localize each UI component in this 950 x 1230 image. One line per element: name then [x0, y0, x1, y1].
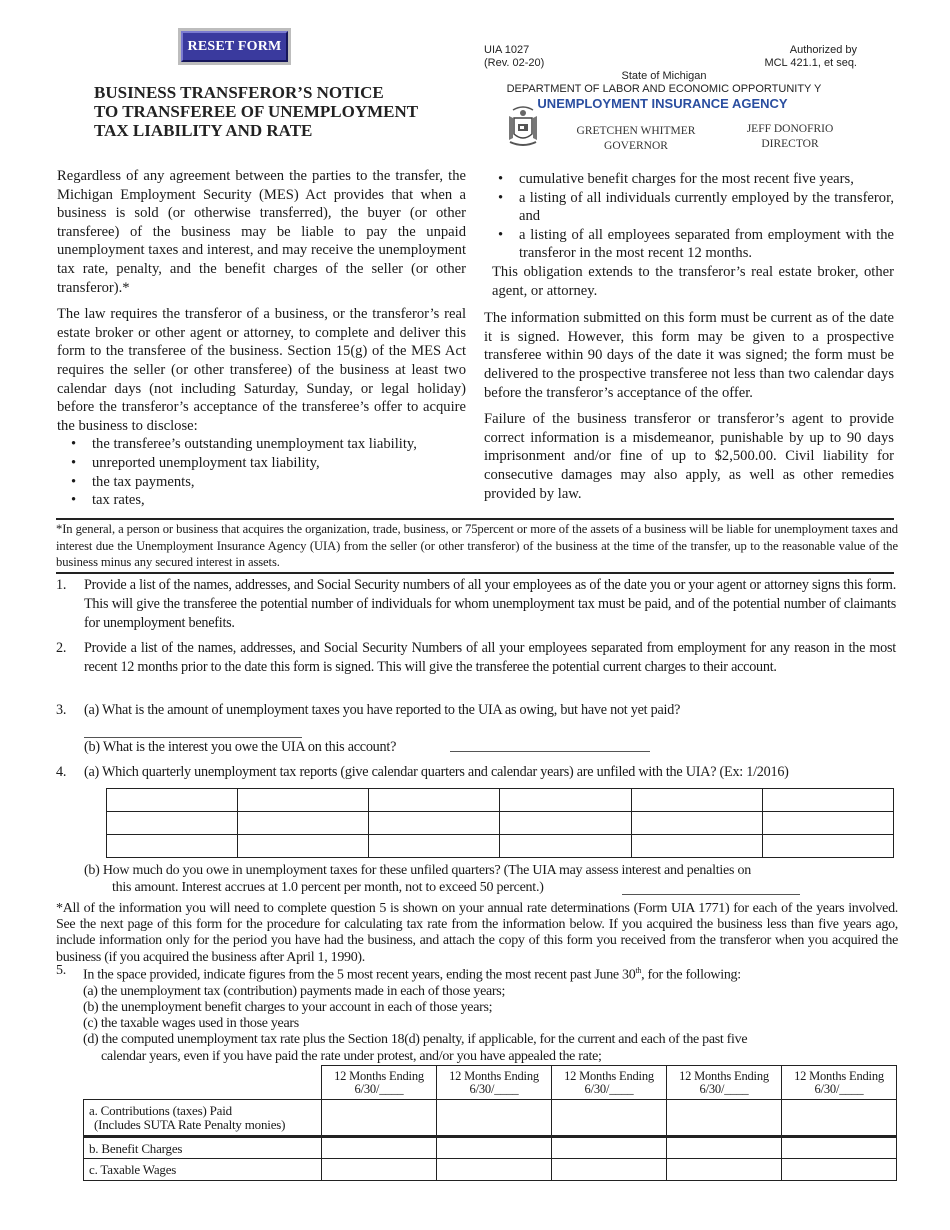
intro-paragraph-3: The information submitted on this form must be current as of the date it is signed. However, this form may be given to a prospective transferee within 90 days of the date it was signed; the form must be delivered to the prospective transferee not less than two calendar days before the transferor’s acceptance of the offer.: [484, 310, 894, 401]
state-name: State of Michigan: [621, 70, 707, 82]
list-item: • tax rates,: [71, 491, 466, 510]
disclosure-list-continued: [498, 170, 894, 263]
table-row: [107, 835, 894, 858]
contributions-cell[interactable]: [437, 1100, 552, 1137]
disclosure-list: [71, 435, 466, 509]
unpaid-taxes-input[interactable]: [84, 722, 302, 738]
column-header: 12 Months Ending 6/30/____: [322, 1066, 437, 1100]
question-5-note: *All of the information you will need to complete question 5 is shown on your annual rate determinations (Form UIA 1771) for each of the years involved. See the next page of this form for the procedure for calculating tax rate from the information below. If you acquired the business less than five years ago, include information only for the period you have had the business, and attach the copy of this form you received from the transferor when you acquired the business (if you acquired the business after April 1, 1990).: [56, 901, 898, 965]
list-item: • unreported unemployment tax liability,: [71, 454, 466, 473]
taxable-wages-cell[interactable]: [782, 1159, 897, 1181]
taxable-wages-cell[interactable]: [322, 1159, 437, 1181]
question-number: 2.: [56, 640, 67, 656]
intro-paragraph-2: The law requires the transferor of a business, or the transferor’s real estate broker or other agent or attorney, to complete and deliver this form to the transferee of the business. Section 15(g) of the MES Act requires the seller (or other transferee) of the business at least two calendar days (not including Saturday, Sunday, or legal holiday) before the transferor’s acceptance of the transferee’s offer to acquire the business to disclose:: [57, 306, 466, 434]
quarter-cell[interactable]: [762, 789, 893, 812]
question-5-intro: In the space provided, indicate figures from the 5 most recent years, ending the most recent past June 30: [83, 967, 636, 983]
quarter-cell[interactable]: [500, 812, 631, 835]
question-4b-text: (b) How much do you owe in unemployment taxes for these unfiled quarters? (The UIA may assess interest and penalties on: [84, 863, 751, 878]
row-header: c. Taxable Wages: [84, 1159, 322, 1181]
quarter-cell[interactable]: [369, 812, 500, 835]
list-item: • a listing of all individuals currently employed by the transferor, and: [498, 189, 894, 226]
title-line: TO TRANSFEREE OF UNEMPLOYMENT: [94, 102, 419, 121]
governor-name: GRETCHEN WHITMER: [576, 125, 696, 137]
question-3a-text: (a) What is the amount of unemployment taxes you have reported to the UIA as owing, but have not yet paid?: [84, 702, 681, 718]
michigan-seal-icon: [505, 104, 541, 148]
column-header: 12 Months Ending 6/30/____: [552, 1066, 667, 1100]
question-3b-text: (b) What is the interest you owe the UIA on this account?: [84, 739, 397, 755]
quarter-cell[interactable]: [631, 835, 762, 858]
question-1: [56, 576, 896, 632]
quarter-cell[interactable]: [107, 789, 238, 812]
governor-block: [566, 124, 706, 154]
question-3: [56, 701, 896, 720]
question-text: Provide a list of the names, addresses, and Social Security Numbers of all your employees separated from employment for any reason in the most recent 12 months prior to the date this form is signed. This will give the transferee the potential current charges to their account.: [84, 640, 896, 675]
director-name: JEFF DONOFRIO: [746, 123, 834, 135]
benefit-charges-cell[interactable]: [667, 1137, 782, 1159]
quarter-cell[interactable]: [238, 835, 369, 858]
reset-form-button[interactable]: [178, 28, 291, 65]
page-title: [94, 83, 474, 140]
quarter-cell[interactable]: [369, 789, 500, 812]
benefit-charges-cell[interactable]: [437, 1137, 552, 1159]
question-number: 5.: [56, 963, 66, 978]
table-header-row: [84, 1066, 897, 1100]
quarter-cell[interactable]: [369, 835, 500, 858]
question-2: [56, 639, 896, 677]
rate-history-table: [83, 1065, 897, 1181]
divider: [56, 518, 894, 520]
quarter-cell[interactable]: [238, 789, 369, 812]
table-row: [107, 789, 894, 812]
contributions-cell[interactable]: [552, 1100, 667, 1137]
governor-title: GOVERNOR: [604, 140, 668, 152]
contributions-cell[interactable]: [782, 1100, 897, 1137]
authorized-by: Authorized by: [789, 44, 857, 56]
question-text: Provide a list of the names, addresses, and Social Security numbers of all your employees as of the date you or your agent or attorney signs this form. This will give the transferee the potential number of individuals for whom unemployment tax must be paid, and of the potential number of claimants for unemployment benefits.: [84, 577, 896, 631]
intro-left-column: [57, 167, 466, 510]
question-5-items: [83, 984, 898, 1065]
quarter-cell[interactable]: [500, 835, 631, 858]
table-row: [107, 812, 894, 835]
list-item: (c) the taxable wages used in those years: [83, 1016, 299, 1032]
agency-name: UNEMPLOYMENT INSURANCE AGENCY: [537, 96, 788, 111]
list-item: • a listing of all employees separated from employment with the transferor in the most recent 12 months.: [498, 226, 894, 263]
row-header: a. Contributions (taxes) Paid (Includes SUTA Rate Penalty monies): [84, 1100, 322, 1137]
title-line: TAX LIABILITY AND RATE: [94, 121, 313, 140]
question-4b-text-cont: this amount. Interest accrues at 1.0 percent per month, not to exceed 50 percent.): [112, 879, 544, 895]
ordinal-suffix: th: [635, 966, 642, 975]
form-number: UIA 1027: [484, 44, 530, 56]
list-item: (d) the computed unemployment tax rate plus the Section 18(d) penalty, if applicable, for the current and each of the past five: [83, 1032, 748, 1048]
statute-reference: MCL 421.1, et seq.: [764, 57, 857, 69]
quarter-cell[interactable]: [631, 789, 762, 812]
intro-paragraph-1: Regardless of any agreement between the parties to the transfer, the Michigan Employment Security (MES) Act provides that when a business is sold (or otherwise transferred), the buyer (or other transferee) of the business may be liable to pay the unpaid unemployment taxes and interest, and may receive the unemployment tax rate, penalty, and the benefit charges of the seller (or other transferor).*: [57, 168, 466, 296]
contributions-cell[interactable]: [322, 1100, 437, 1137]
list-item: • the tax payments,: [71, 473, 466, 492]
question-5: [56, 963, 898, 1065]
title-line: BUSINESS TRANSFEROR’S NOTICE: [94, 83, 384, 102]
quarter-cell[interactable]: [107, 812, 238, 835]
director-title: DIRECTOR: [761, 138, 819, 150]
quarter-cell[interactable]: [107, 835, 238, 858]
quarter-cell[interactable]: [762, 812, 893, 835]
intro-paragraph-4: Failure of the business transferor or transferor’s agent to provide correct information is a misdemeanor, punishable by up to 90 days imprisonment and/or fine of up to $2,500.00. Civil liability for consecutive damages may also apply, as well as other remedies provided by law.: [484, 411, 894, 502]
interest-owed-input[interactable]: [450, 736, 650, 752]
form-identifier: [484, 44, 544, 70]
taxable-wages-cell[interactable]: [667, 1159, 782, 1181]
question-5-intro-end: , for the following:: [641, 967, 741, 983]
director-block: [735, 122, 845, 152]
contributions-cell[interactable]: [667, 1100, 782, 1137]
benefit-charges-cell[interactable]: [552, 1137, 667, 1159]
question-number: 4.: [56, 764, 67, 780]
liability-footnote: *In general, a person or business that acquires the organization, trade, business, or 75percent or more of the assets of a business will be liable for unemployment taxes and interest due the Unemployment Insurance Agency (UIA) from the seller (or other transferor) of the business at the time of the transfer, up to the reasonable value of the business minus any secured interest in assets.: [56, 522, 898, 569]
obligation-note: This obligation extends to the transferor’s real estate broker, other agent, or attorney.: [492, 263, 894, 299]
column-header: 12 Months Ending 6/30/____: [782, 1066, 897, 1100]
column-header: 12 Months Ending 6/30/____: [667, 1066, 782, 1100]
table-row: [84, 1137, 897, 1159]
taxable-wages-cell[interactable]: [552, 1159, 667, 1181]
benefit-charges-cell[interactable]: [782, 1137, 897, 1159]
question-number: 1.: [56, 577, 67, 593]
list-item: (a) the unemployment tax (contribution) payments made in each of those years;: [83, 983, 506, 999]
quarter-cell[interactable]: [762, 835, 893, 858]
intro-right-column: [484, 170, 894, 511]
question-4: [56, 763, 896, 782]
unfiled-quarters-grid: [106, 788, 894, 858]
table-row: [84, 1159, 897, 1181]
list-item: • the transferee’s outstanding unemployment tax liability,: [71, 435, 466, 454]
list-item: calendar years, even if you have paid the rate under protest, and/or you have appealed the rate;: [101, 1048, 602, 1064]
quarter-cell[interactable]: [238, 812, 369, 835]
question-4a-text: (a) Which quarterly unemployment tax reports (give calendar quarters and calendar years) are unfiled with the UIA? (Ex: 1/2016): [84, 764, 789, 780]
department-name: DEPARTMENT OF LABOR AND ECONOMIC OPPORTUNITY Y: [506, 83, 822, 95]
benefit-charges-cell[interactable]: [322, 1137, 437, 1159]
quarter-cell[interactable]: [500, 789, 631, 812]
table-row: [84, 1100, 897, 1137]
list-item: (b) the unemployment benefit charges to your account in each of those years;: [83, 1000, 493, 1016]
question-number: 3.: [56, 702, 67, 718]
unfiled-taxes-owed-input[interactable]: [622, 880, 800, 895]
row-header: b. Benefit Charges: [84, 1137, 322, 1159]
authorization: [764, 44, 857, 70]
taxable-wages-cell[interactable]: [437, 1159, 552, 1181]
column-header: 12 Months Ending 6/30/____: [437, 1066, 552, 1100]
quarter-cell[interactable]: [631, 812, 762, 835]
divider: [56, 572, 894, 574]
reset-form-label[interactable]: RESET FORM: [181, 31, 288, 62]
list-item: • cumulative benefit charges for the most recent five years,: [498, 170, 894, 189]
form-revision: (Rev. 02-20): [484, 57, 545, 69]
